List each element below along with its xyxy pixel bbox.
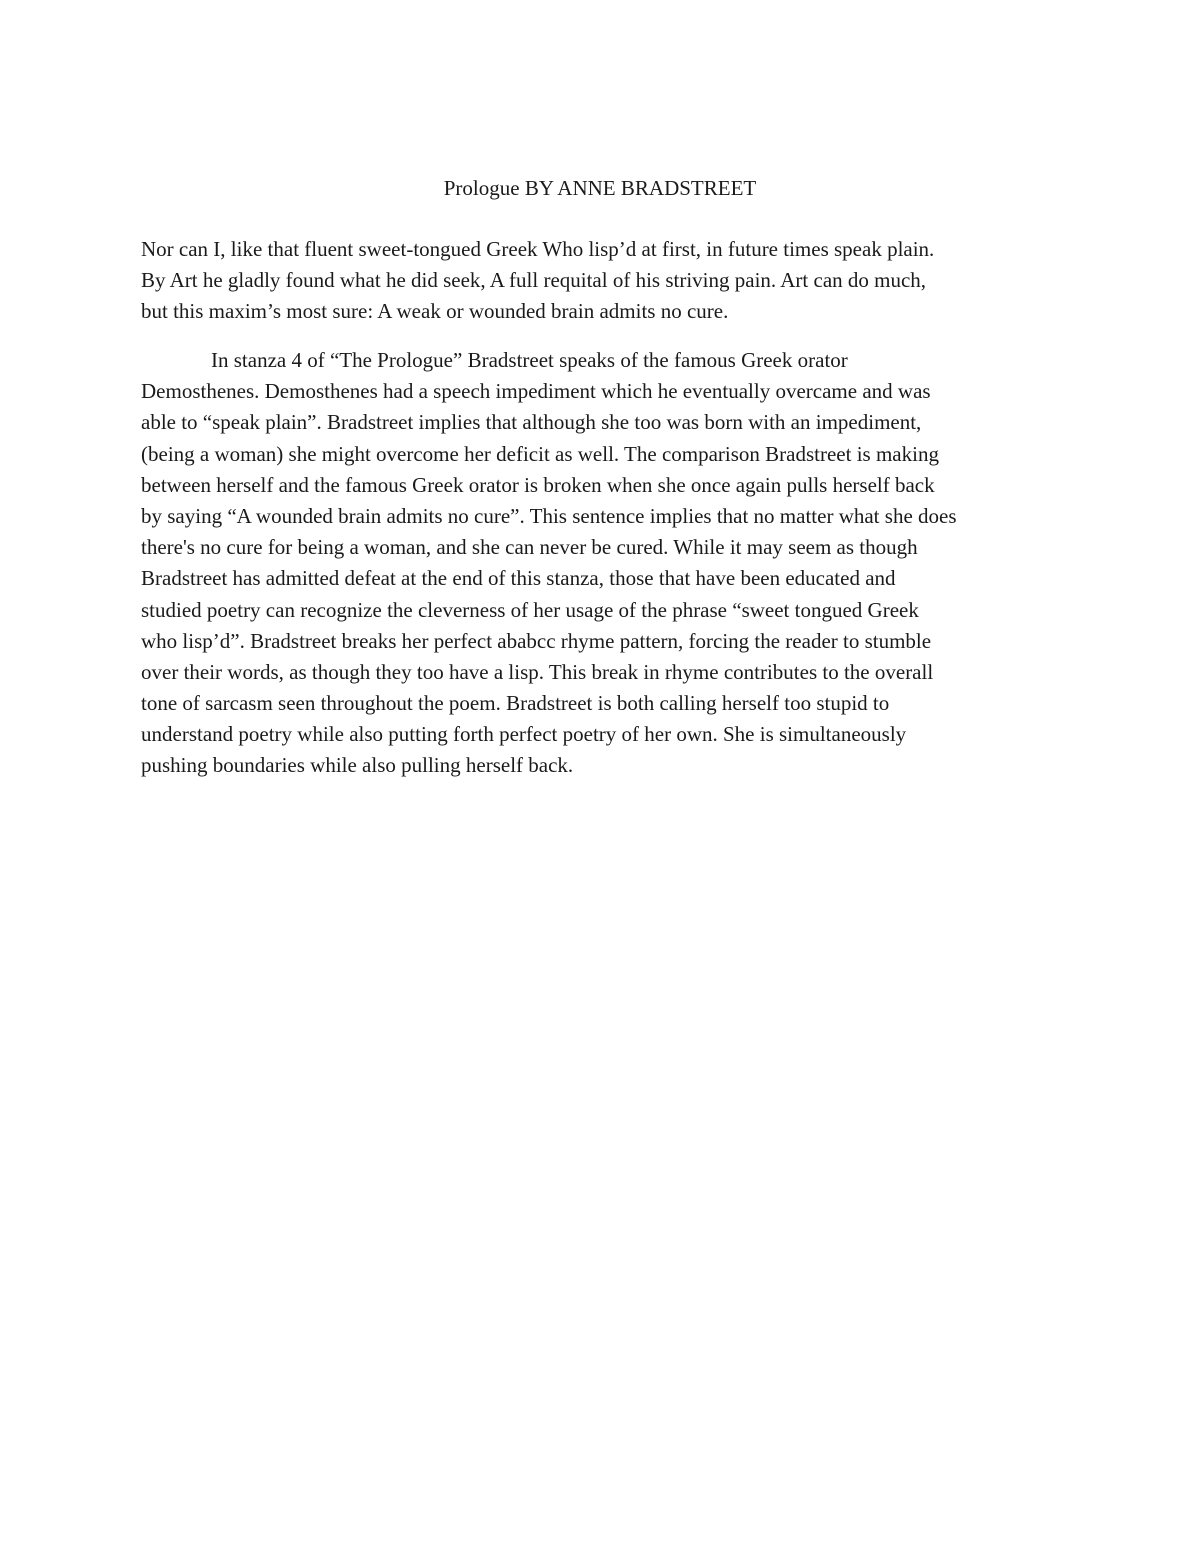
essay-line: between herself and the famous Greek orator is broken when she once again pulls herself back — [141, 472, 935, 497]
poem-line: but this maxim’s most sure: A weak or wounded brain admits no cure. — [141, 299, 729, 324]
essay-line: In stanza 4 of “The Prologue” Bradstreet speaks of the famous Greek orator — [211, 348, 848, 372]
essay-line: pushing boundaries while also pulling herself back. — [141, 753, 574, 778]
essay-line: by saying “A wounded brain admits no cure”. This sentence implies that no matter what she does — [141, 503, 957, 528]
essay-line: who lisp’d”. Bradstreet breaks her perfect ababcc rhyme pattern, forcing the reader to stumble — [141, 628, 932, 653]
essay-line: Demosthenes. Demosthenes had a speech impediment which he eventually overcame and was — [141, 379, 931, 404]
poem-line: By Art he gladly found what he did seek, A full requital of his striving pain. Art can do much, — [141, 268, 927, 293]
essay-line: able to “speak plain”. Bradstreet implies that although she too was born with an impediment, — [141, 410, 922, 435]
essay-line: there's no cure for being a woman, and she can never be cured. While it may seem as though — [141, 535, 918, 560]
document-title: Prologue BY ANNE BRADSTREET — [443, 176, 757, 200]
poem-line: Nor can I, like that fluent sweet-tongued Greek Who lisp’d at first, in future times speak plain. — [141, 237, 935, 261]
essay-line: Bradstreet has admitted defeat at the end of this stanza, those that have been educated and — [141, 566, 896, 591]
essay-line: over their words, as though they too have a lisp. This break in rhyme contributes to the overall — [141, 659, 934, 684]
essay-line: understand poetry while also putting forth perfect poetry of her own. She is simultaneously — [141, 722, 907, 747]
essay-line: tone of sarcasm seen throughout the poem. Bradstreet is both calling herself too stupid to — [141, 691, 890, 716]
poem-excerpt — [141, 234, 1081, 328]
essay-line: (being a woman) she might overcome her deficit as well. The comparison Bradstreet is making — [141, 441, 939, 466]
essay-paragraph — [141, 345, 1081, 782]
essay-line: studied poetry can recognize the cleverness of her usage of the phrase “sweet tongued Greek — [141, 597, 919, 622]
